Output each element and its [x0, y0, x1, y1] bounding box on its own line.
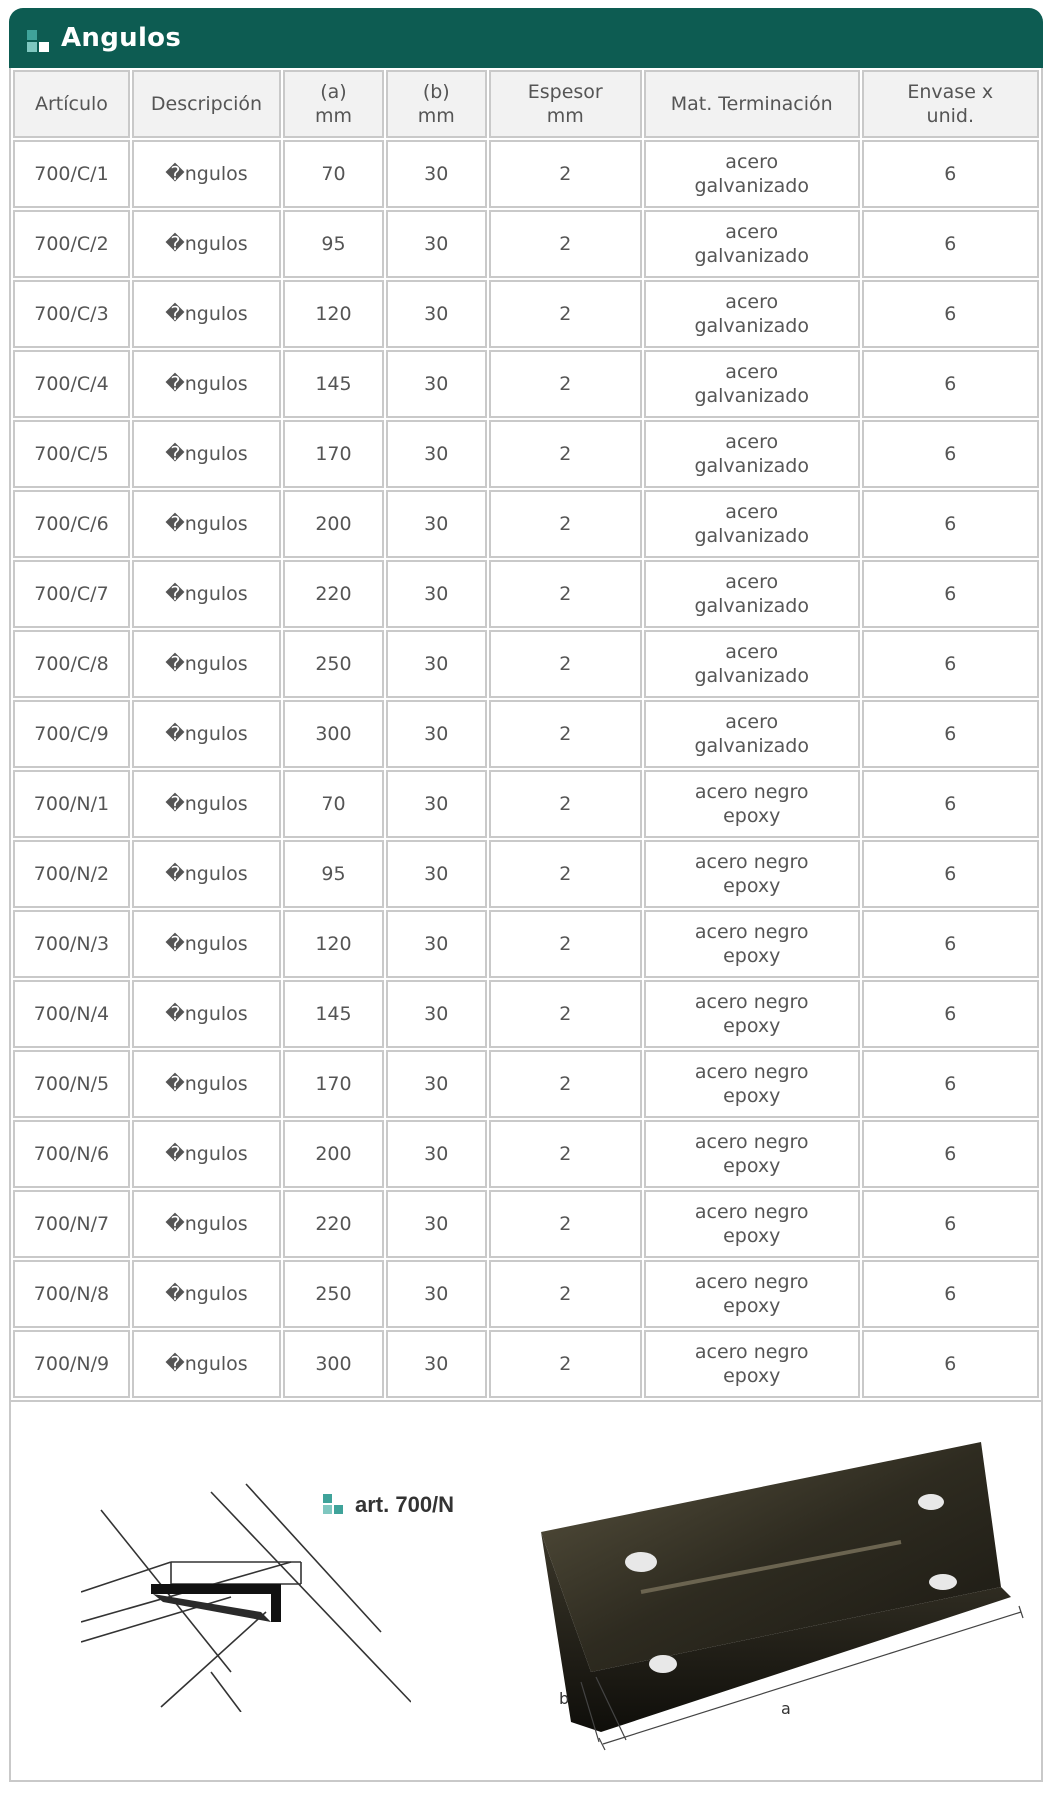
table-cell: acero negro epoxy	[644, 1330, 860, 1398]
table-cell: 30	[386, 770, 487, 838]
table-row	[13, 1050, 1039, 1118]
table-cell: 700/N/7	[13, 1190, 130, 1258]
table-cell: 2	[489, 980, 642, 1048]
table-cell: �ngulos	[132, 980, 281, 1048]
squares-logo-icon	[27, 30, 53, 56]
table-cell: 700/N/5	[13, 1050, 130, 1118]
table-cell: 220	[283, 1190, 384, 1258]
column-header: Envase x unid.	[862, 70, 1039, 138]
table-cell: �ngulos	[132, 1260, 281, 1328]
table-cell: 30	[386, 280, 487, 348]
table-cell: 200	[283, 1120, 384, 1188]
table-cell: 170	[283, 420, 384, 488]
table-cell: �ngulos	[132, 210, 281, 278]
table-cell: �ngulos	[132, 1190, 281, 1258]
table-cell: 6	[862, 140, 1039, 208]
table-cell: 6	[862, 420, 1039, 488]
table-cell: 6	[862, 630, 1039, 698]
table-row	[13, 560, 1039, 628]
table-cell: 700/C/5	[13, 420, 130, 488]
table-cell: 2	[489, 1050, 642, 1118]
table-cell: 30	[386, 980, 487, 1048]
table-cell: 30	[386, 910, 487, 978]
table-cell: 70	[283, 140, 384, 208]
table-row	[13, 420, 1039, 488]
table-cell: 700/C/2	[13, 210, 130, 278]
table-cell: 2	[489, 210, 642, 278]
table-cell: 2	[489, 1260, 642, 1328]
table-cell: 170	[283, 1050, 384, 1118]
table-cell: �ngulos	[132, 140, 281, 208]
table-cell: �ngulos	[132, 630, 281, 698]
table-row	[13, 140, 1039, 208]
column-header: Mat. Terminación	[644, 70, 860, 138]
table-row	[13, 630, 1039, 698]
table-cell: 30	[386, 840, 487, 908]
table-cell: 30	[386, 490, 487, 558]
column-header: Espesor mm	[489, 70, 642, 138]
table-cell: 700/C/4	[13, 350, 130, 418]
table-cell: 120	[283, 280, 384, 348]
table-cell: �ngulos	[132, 700, 281, 768]
table-cell: 6	[862, 840, 1039, 908]
table-cell: 2	[489, 1190, 642, 1258]
table-row	[13, 700, 1039, 768]
table-cell: 2	[489, 350, 642, 418]
table-cell: 6	[862, 210, 1039, 278]
table-cell: 300	[283, 1330, 384, 1398]
table-cell: 145	[283, 350, 384, 418]
table-cell: 6	[862, 980, 1039, 1048]
table-cell: 200	[283, 490, 384, 558]
table-row	[13, 1260, 1039, 1328]
table-cell: 120	[283, 910, 384, 978]
table-cell: acero galvanizado	[644, 350, 860, 418]
table-cell: 700/C/1	[13, 140, 130, 208]
page-title: Angulos	[61, 23, 182, 53]
table-cell: 700/C/7	[13, 560, 130, 628]
table-row	[13, 1330, 1039, 1398]
table-cell: 250	[283, 1260, 384, 1328]
squares-logo-icon	[323, 1494, 345, 1516]
table-cell: 700/C/6	[13, 490, 130, 558]
table-cell: 30	[386, 1190, 487, 1258]
table-cell: 6	[862, 1050, 1039, 1118]
product-panel	[9, 8, 1043, 1784]
table-cell: 30	[386, 560, 487, 628]
table-cell: 700/C/3	[13, 280, 130, 348]
table-cell: 6	[862, 1330, 1039, 1398]
table-cell: acero negro epoxy	[644, 1260, 860, 1328]
table-cell: �ngulos	[132, 490, 281, 558]
table-cell: �ngulos	[132, 420, 281, 488]
table-cell: 700/N/8	[13, 1260, 130, 1328]
table-row	[13, 210, 1039, 278]
table-cell: 2	[489, 490, 642, 558]
table-cell: 70	[283, 770, 384, 838]
table-cell: 2	[489, 1120, 642, 1188]
table-cell: 6	[862, 1120, 1039, 1188]
column-header: Descripción	[132, 70, 281, 138]
table-cell: 30	[386, 420, 487, 488]
table-cell: 6	[862, 770, 1039, 838]
table-cell: acero negro epoxy	[644, 1120, 860, 1188]
table-cell: 2	[489, 700, 642, 768]
table-row	[13, 350, 1039, 418]
table-cell: 30	[386, 140, 487, 208]
table-cell: acero negro epoxy	[644, 910, 860, 978]
table-cell: acero galvanizado	[644, 700, 860, 768]
table-row	[13, 1120, 1039, 1188]
table-row	[13, 840, 1039, 908]
dimension-a-label: a	[781, 1699, 791, 1718]
table-cell: 2	[489, 280, 642, 348]
table-cell: 30	[386, 1120, 487, 1188]
table-cell: 2	[489, 1330, 642, 1398]
article-label-text: art. 700/N	[355, 1492, 455, 1517]
table-cell: 6	[862, 1190, 1039, 1258]
table-cell: �ngulos	[132, 1330, 281, 1398]
table-row	[13, 770, 1039, 838]
table-cell: 2	[489, 560, 642, 628]
table-cell: 700/N/3	[13, 910, 130, 978]
table-cell: 30	[386, 1330, 487, 1398]
table-cell: acero galvanizado	[644, 560, 860, 628]
table-cell: acero galvanizado	[644, 140, 860, 208]
table-cell: 700/N/9	[13, 1330, 130, 1398]
column-header: (b) mm	[386, 70, 487, 138]
table-cell: acero galvanizado	[644, 280, 860, 348]
table-cell: �ngulos	[132, 560, 281, 628]
table-cell: 30	[386, 350, 487, 418]
table-cell: acero negro epoxy	[644, 1190, 860, 1258]
table-cell: �ngulos	[132, 840, 281, 908]
table-cell: 700/N/6	[13, 1120, 130, 1188]
table-cell: 2	[489, 910, 642, 978]
table-cell: 2	[489, 840, 642, 908]
table-cell: 145	[283, 980, 384, 1048]
table-cell: acero galvanizado	[644, 490, 860, 558]
table-cell: 2	[489, 630, 642, 698]
table-header-row	[13, 70, 1039, 138]
column-header: (a) mm	[283, 70, 384, 138]
table-cell: acero galvanizado	[644, 210, 860, 278]
table-cell: 2	[489, 420, 642, 488]
table-cell: 220	[283, 560, 384, 628]
table-cell: 700/N/2	[13, 840, 130, 908]
table-row	[13, 1190, 1039, 1258]
table-cell: 6	[862, 490, 1039, 558]
table-cell: 6	[862, 1260, 1039, 1328]
table-cell: 300	[283, 700, 384, 768]
table-cell: acero negro epoxy	[644, 1050, 860, 1118]
table-cell: 700/C/9	[13, 700, 130, 768]
table-row	[13, 980, 1039, 1048]
table-cell: 95	[283, 840, 384, 908]
table-cell: acero negro epoxy	[644, 840, 860, 908]
table-cell: 30	[386, 700, 487, 768]
table-cell: acero negro epoxy	[644, 770, 860, 838]
table-cell: 2	[489, 140, 642, 208]
table-cell: 30	[386, 630, 487, 698]
table-cell: �ngulos	[132, 1050, 281, 1118]
dimension-b-label: b	[559, 1689, 570, 1708]
table-cell: 30	[386, 1050, 487, 1118]
table-cell: 30	[386, 1260, 487, 1328]
table-cell: 95	[283, 210, 384, 278]
table-cell: acero negro epoxy	[644, 980, 860, 1048]
table-cell: 6	[862, 910, 1039, 978]
table-cell: 30	[386, 210, 487, 278]
article-label	[323, 1492, 454, 1518]
table-cell: �ngulos	[132, 770, 281, 838]
table-cell: 6	[862, 350, 1039, 418]
table-cell: �ngulos	[132, 350, 281, 418]
table-cell: 700/C/8	[13, 630, 130, 698]
column-header: Artículo	[13, 70, 130, 138]
angle-bracket-photo	[531, 1432, 1031, 1762]
table-row	[13, 910, 1039, 978]
table-row	[13, 490, 1039, 558]
table-cell: �ngulos	[132, 280, 281, 348]
table-cell: 2	[489, 770, 642, 838]
table-cell: acero galvanizado	[644, 420, 860, 488]
table-cell: �ngulos	[132, 1120, 281, 1188]
table-cell: 6	[862, 560, 1039, 628]
table-cell: acero galvanizado	[644, 630, 860, 698]
table-cell: 6	[862, 280, 1039, 348]
panel-header	[9, 8, 1043, 68]
table-cell: 700/N/4	[13, 980, 130, 1048]
table-cell: 250	[283, 630, 384, 698]
table-cell: 6	[862, 700, 1039, 768]
table-cell: �ngulos	[132, 910, 281, 978]
products-table	[9, 68, 1043, 1402]
figure-area	[9, 1402, 1043, 1782]
table-cell: 700/N/1	[13, 770, 130, 838]
table-row	[13, 280, 1039, 348]
